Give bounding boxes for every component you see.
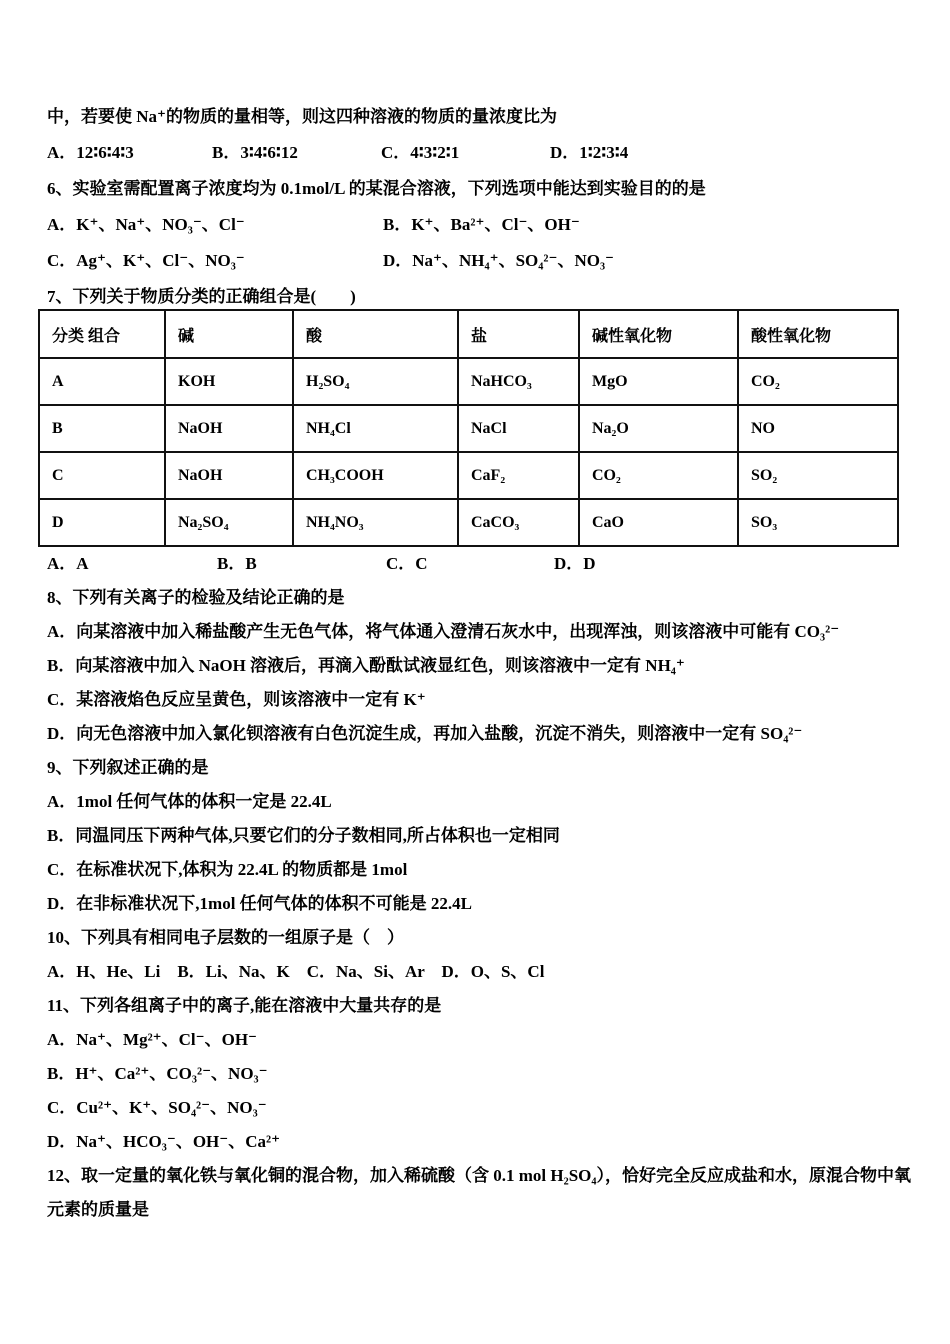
q12-stem-line2: 元素的质量是 xyxy=(47,1200,149,1219)
q9-option-c: C．在标准状况下,体积为 22.4L 的物质都是 1mol xyxy=(47,860,408,879)
table-cell: SO₃ xyxy=(738,499,898,546)
q6-option-c: C．Ag⁺、K⁺、Cl⁻、NO₃⁻ xyxy=(47,251,245,270)
table-cell: MgO xyxy=(579,358,738,405)
table-cell: CaF₂ xyxy=(458,452,579,499)
q8-option-b: B．向某溶液中加入 NaOH 溶液后，再滴入酚酞试液显红色，则该溶液中一定有 NH₄⁺ xyxy=(47,656,685,675)
q5-option-c: C．4∶3∶2∶1 xyxy=(381,143,460,162)
q5-continuation-line: 中，若要使 Na⁺的物质的量相等，则这四种溶液的物质的量浓度比为 xyxy=(47,107,557,126)
table-header-base: 碱 xyxy=(165,310,293,358)
q11-option-d: D．Na⁺、HCO₃⁻、OH⁻、Ca²⁺ xyxy=(47,1132,281,1151)
table-cell: CH₃COOH xyxy=(293,452,458,499)
q6-option-b: B．K⁺、Ba²⁺、Cl⁻、OH⁻ xyxy=(383,215,580,234)
q5-option-a: A．12∶6∶4∶3 xyxy=(47,143,134,162)
q11-option-a: A．Na⁺、Mg²⁺、Cl⁻、OH⁻ xyxy=(47,1030,258,1049)
table-header-basic-oxide: 碱性氧化物 xyxy=(579,310,738,358)
q6-options-grid xyxy=(47,207,934,279)
q5-option-b: B．3∶4∶6∶12 xyxy=(212,143,298,162)
q8-option-c: C．某溶液焰色反应呈黄色，则该溶液中一定有 K⁺ xyxy=(47,690,426,709)
table-cell: NaOH xyxy=(165,452,293,499)
q9-option-a: A．1mol 任何气体的体积一定是 22.4L xyxy=(47,792,332,811)
table-cell: NaHCO₃ xyxy=(458,358,579,405)
q6-option-d: D．Na⁺、NH₄⁺、SO₄²⁻、NO₃⁻ xyxy=(383,251,615,270)
table-cell: A xyxy=(39,358,165,405)
table-header-acidic-oxide: 酸性氧化物 xyxy=(738,310,898,358)
q7-option-a: A．A xyxy=(47,554,89,573)
table-cell: KOH xyxy=(165,358,293,405)
table-cell: Na₂SO₄ xyxy=(165,499,293,546)
q11-stem: 11、下列各组离子中的离子,能在溶液中大量共存的是 xyxy=(47,996,442,1015)
q5-options-row xyxy=(47,135,934,171)
table-cell: NH₄NO₃ xyxy=(293,499,458,546)
q7-stem: 7、下列关于物质分类的正确组合是( ) xyxy=(47,287,356,306)
table-cell: H₂SO₄ xyxy=(293,358,458,405)
table-row-a xyxy=(39,358,898,405)
q7-option-b: B．B xyxy=(217,554,257,573)
table-cell: NaCl xyxy=(458,405,579,452)
table-cell: CaCO₃ xyxy=(458,499,579,546)
q6-stem: 6、实验室需配置离子浓度均为 0.1mol/L 的某混合溶液，下列选项中能达到实验目的的是 xyxy=(47,179,706,198)
q9-option-d: D．在非标准状况下,1mol 任何气体的体积不可能是 22.4L xyxy=(47,894,472,913)
table-header-category: 分类 组合 xyxy=(39,310,165,358)
table-cell: NO xyxy=(738,405,898,452)
table-cell: B xyxy=(39,405,165,452)
table-cell: CO₂ xyxy=(738,358,898,405)
table-cell: Na₂O xyxy=(579,405,738,452)
table-cell: SO₂ xyxy=(738,452,898,499)
q10-options-inline: A．H、He、Li B．Li、Na、K C．Na、Si、Ar D．O、S、Cl xyxy=(47,962,545,981)
table-cell: CaO xyxy=(579,499,738,546)
table-header-acid: 酸 xyxy=(293,310,458,358)
table-cell: D xyxy=(39,499,165,546)
table-row-d xyxy=(39,499,898,546)
q10-stem: 10、下列具有相同电子层数的一组原子是（ ） xyxy=(47,928,404,947)
table-cell: CO₂ xyxy=(579,452,738,499)
q8-option-a: A．向某溶液中加入稀盐酸产生无色气体，将气体通入澄清石灰水中，出现浑浊，则该溶液中可能有 CO₃²⁻ xyxy=(47,622,840,641)
table-cell: C xyxy=(39,452,165,499)
q11-option-b: B．H⁺、Ca²⁺、CO₃²⁻、NO₃⁻ xyxy=(47,1064,268,1083)
q12-stem-line1: 12、取一定量的氧化铁与氧化铜的混合物，加入稀硫酸（含 0.1 mol H₂SO₄），恰好完全反应成盐和水，原混合物中氧 xyxy=(47,1166,911,1185)
table-row-b xyxy=(39,405,898,452)
q6-option-a: A．K⁺、Na⁺、NO₃⁻、Cl⁻ xyxy=(47,215,245,234)
q11-option-c: C．Cu²⁺、K⁺、SO₄²⁻、NO₃⁻ xyxy=(47,1098,267,1117)
q9-stem: 9、下列叙述正确的是 xyxy=(47,758,209,777)
table-header-row xyxy=(39,310,898,358)
table-cell: NaOH xyxy=(165,405,293,452)
table-header-salt: 盐 xyxy=(458,310,579,358)
q8-stem: 8、下列有关离子的检验及结论正确的是 xyxy=(47,588,345,607)
q7-option-c: C．C xyxy=(386,554,428,573)
q7-option-d: D．D xyxy=(554,554,596,573)
table-cell: NH₄Cl xyxy=(293,405,458,452)
q7-answer-options-row xyxy=(47,547,934,581)
q8-option-d: D．向无色溶液中加入氯化钡溶液有白色沉淀生成，再加入盐酸，沉淀不消失，则溶液中一定有 SO₄²⁻ xyxy=(47,724,803,743)
classification-table xyxy=(38,309,899,547)
q5-option-d: D．1∶2∶3∶4 xyxy=(550,143,629,162)
table-row-c xyxy=(39,452,898,499)
q9-option-b: B．同温同压下两种气体,只要它们的分子数相同,所占体积也一定相同 xyxy=(47,826,560,845)
